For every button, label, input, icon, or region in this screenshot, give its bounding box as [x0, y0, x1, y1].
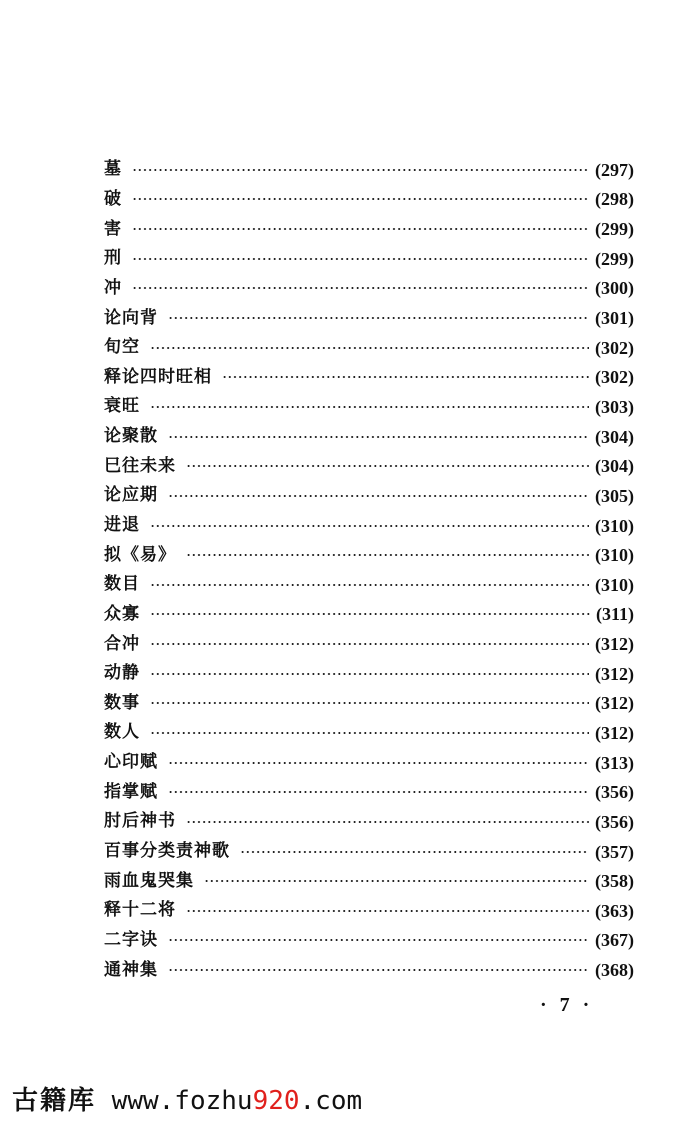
toc-entry-page: (367)	[595, 930, 634, 951]
dot-leader	[150, 613, 590, 615]
dot-leader	[168, 495, 589, 497]
dot-leader	[132, 258, 589, 260]
dot-leader	[150, 702, 589, 704]
dot-leader	[168, 317, 589, 319]
dot-leader	[186, 910, 589, 912]
toc-entry	[104, 659, 634, 689]
toc-entry-title: 肘后神书	[104, 811, 176, 832]
toc-entry-page: (312)	[595, 663, 634, 684]
toc-entry	[104, 481, 634, 511]
toc-entry	[104, 629, 634, 659]
watermark-url	[112, 1086, 362, 1116]
toc-entry-title: 衰旺	[104, 396, 140, 417]
toc-entry-title: 释论四时旺相	[104, 366, 212, 387]
toc-entry-title: 巳往未来	[104, 455, 176, 476]
dot-leader	[186, 465, 589, 467]
toc-entry-page: (357)	[595, 841, 634, 862]
toc-entry-page: (298)	[595, 189, 634, 210]
dot-leader	[150, 732, 589, 734]
toc-entry-title: 释十二将	[104, 900, 176, 921]
toc-entry	[104, 955, 634, 985]
dot-leader	[186, 554, 589, 556]
toc-entry	[104, 244, 634, 274]
toc-entry-title: 数人	[104, 722, 140, 743]
toc-entry-title: 刑	[104, 248, 122, 269]
toc-entry-page: (312)	[595, 722, 634, 743]
toc-entry	[104, 422, 634, 452]
dot-leader	[168, 969, 589, 971]
toc-entry-page: (312)	[595, 693, 634, 714]
watermark-url-number: 920	[252, 1086, 300, 1116]
toc-entry	[104, 392, 634, 422]
dot-leader	[222, 376, 589, 378]
dot-leader	[150, 406, 589, 408]
dot-leader	[168, 939, 589, 941]
toc-entry	[104, 274, 634, 304]
toc-entry	[104, 511, 634, 541]
toc-entry-page: (311)	[596, 604, 634, 625]
dot-leader	[132, 287, 589, 289]
toc-entry-page: (310)	[595, 545, 634, 566]
toc-entry-page: (368)	[595, 960, 634, 981]
toc-entry-page: (310)	[595, 515, 634, 536]
toc-entry-page: (302)	[595, 367, 634, 388]
toc-entry-page: (310)	[595, 574, 634, 595]
toc-entry-title: 通神集	[104, 959, 158, 980]
toc-entry-title: 数事	[104, 692, 140, 713]
toc-entry-title: 数目	[104, 574, 140, 595]
toc-entry-page: (304)	[595, 456, 634, 477]
toc-entry-page: (313)	[595, 752, 634, 773]
toc-entry-page: (301)	[595, 308, 634, 329]
toc-entry-title: 进退	[104, 515, 140, 535]
dot-leader	[150, 347, 589, 349]
toc-entry	[104, 540, 634, 570]
toc-entry-page: (303)	[595, 396, 634, 417]
toc-entry-page: (299)	[595, 248, 634, 269]
toc-entry-title: 论聚散	[104, 426, 158, 447]
toc-entry	[104, 600, 634, 630]
toc-entry-page: (312)	[595, 634, 634, 655]
dot-leader	[132, 228, 589, 230]
toc-entry	[104, 926, 634, 956]
toc-entry	[104, 185, 634, 215]
toc-entry-title: 动静	[104, 663, 140, 684]
toc-entry	[104, 896, 634, 926]
dot-leader	[240, 851, 589, 853]
toc-entry	[104, 866, 634, 896]
watermark	[12, 1080, 362, 1117]
dot-leader	[132, 169, 589, 171]
toc-entry-page: (297)	[595, 159, 634, 180]
toc-entry	[104, 570, 634, 600]
toc-entry-title: 百事分类责神歌	[104, 841, 230, 862]
toc-entry-title: 论应期	[104, 485, 158, 506]
dot-leader	[204, 880, 589, 882]
toc-entry	[104, 837, 634, 867]
toc-entry-title: 众寡	[104, 603, 140, 624]
toc-entry-title: 旬空	[104, 337, 140, 358]
dot-leader	[168, 791, 589, 793]
toc-entry-page: (304)	[595, 426, 634, 447]
table-of-contents	[104, 155, 634, 985]
toc-entry-title: 破	[104, 188, 122, 209]
toc-entry	[104, 718, 634, 748]
toc-entry-page: (356)	[595, 811, 634, 832]
toc-entry-title: 雨血鬼哭集	[104, 870, 194, 891]
dot-leader	[150, 673, 589, 675]
toc-entry-page: (358)	[595, 871, 634, 892]
toc-entry	[104, 303, 634, 333]
toc-entry	[104, 362, 634, 392]
toc-entry-title: 指掌赋	[104, 781, 158, 802]
toc-entry-page: (356)	[595, 782, 634, 803]
toc-entry-page: (305)	[595, 485, 634, 506]
page-number: · 7 ·	[540, 994, 594, 1016]
dot-leader	[150, 525, 589, 527]
toc-entry-title: 合冲	[104, 633, 140, 654]
toc-entry-page: (300)	[595, 278, 634, 299]
dot-leader	[168, 436, 589, 438]
toc-entry	[104, 451, 634, 481]
dot-leader	[168, 762, 589, 764]
dot-leader	[150, 584, 589, 586]
toc-entry	[104, 333, 634, 363]
watermark-url-suffix: .com	[299, 1086, 363, 1116]
dot-leader	[132, 198, 589, 200]
toc-entry	[104, 214, 634, 244]
watermark-site-name: 古籍库	[12, 1086, 97, 1116]
watermark-url-prefix: www.fozhu	[111, 1086, 253, 1116]
toc-entry-page: (302)	[595, 337, 634, 358]
toc-entry-title: 论向背	[104, 307, 158, 328]
toc-entry	[104, 807, 634, 837]
toc-entry-page: (363)	[595, 900, 634, 921]
toc-entry-title: 心印赋	[104, 752, 158, 773]
toc-entry	[104, 689, 634, 719]
toc-entry-title: 二字诀	[104, 929, 158, 950]
toc-entry-title: 冲	[104, 277, 122, 298]
toc-entry	[104, 777, 634, 807]
dot-leader	[186, 821, 589, 823]
dot-leader	[150, 643, 589, 645]
toc-entry-title: 墓	[104, 159, 122, 180]
toc-entry-title: 害	[104, 218, 122, 239]
toc-entry-page: (299)	[595, 219, 634, 240]
toc-entry-title: 拟《易》	[104, 544, 176, 565]
toc-entry	[104, 155, 634, 185]
toc-entry	[104, 748, 634, 778]
